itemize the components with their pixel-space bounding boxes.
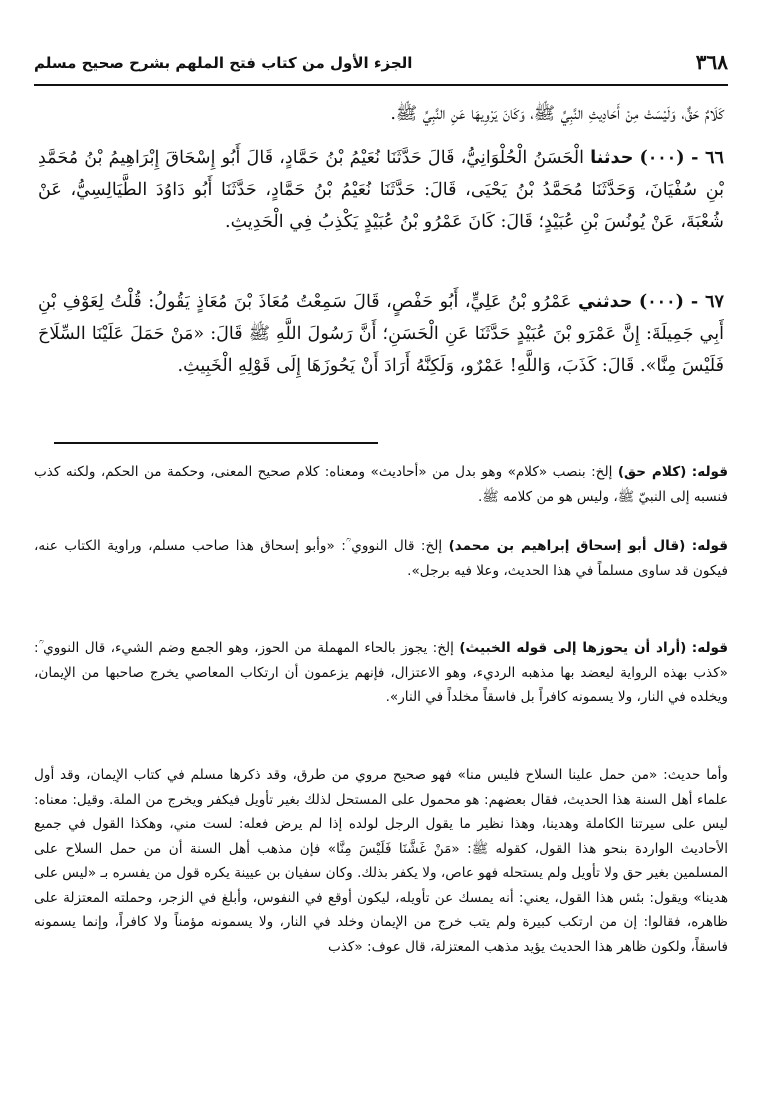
page-header — [34, 48, 728, 86]
hadith-text: عَمْرُو بْنُ عَلِيٍّ، أَبُو حَفْصٍ، قَالَ سَمِعْتُ مُعَاذَ بْنَ مُعَاذٍ يَقُولُ: قُلْتُ لِعَوْفِ بْنِ أَبِي جَمِيلَةَ: إِنَّ عَمْرَو بْنَ عُبَيْدٍ حَدَّثَنَا عَنِ الْحَسَنِ؛ أَنَّ رَسُولَ اللَّهِ ﷺ قَالَ: «مَنْ حَمَلَ عَلَيْنَا السِّلَاحَ فَلَيْسَ مِنَّا». قَالَ: كَذَبَ، وَاللَّهِ! عَمْرٌو، وَلَكِنَّهُ أَرَادَ أَنْ يَحُوزَهَا إِلَى قَوْلِهِ الْخَبِيثِ. — [38, 292, 724, 376]
page-number: ٣٦٨ — [695, 50, 728, 74]
hadith-intro — [38, 98, 724, 130]
hadith-66 — [38, 142, 724, 238]
commentary-text: وأما حديث: «من حمل علينا السلاح فليس منا» فهو صحيح مروي من طرق، وقد ذكرها مسلم في كتاب الإيمان، وقد أول علماء أهل السنة هذا الحديث، فقال بعضهم: هو محمول على المستحل لذلك بغير تأويل فيكفر ويخرج من الملة. وقيل: معناه: ليس على سيرتنا الكاملة وهدينا، وهذا نظير ما يقول الرجل لولده إذا لم يرض فعله: لست مني، وهكذا القول في جميع الأحاديث الواردة بنحو هذا القول، كقوله ﷺ: «مَنْ غَشَّنَا فَلَيْسَ مِنَّا» فإن مذهب أهل السنة أن من حمل السلاح على المسلمين بغير حق ولا تأويل ولم يستحله فهو عاص، ولا يكفر بذلك. وكان سفيان بن عيينة يكره قول من يفسره بـ «ليس على هدينا» ويقول: بئس هذا القول، يعني: أنه يمسك عن تأويله، ليكون أوقع في النفوس، وأبلغ في الزجر، وحملته المعتزلة على ظاهره، فقالوا: إن من ارتكب كبيرة ولم يتب خرج من الإيمان وخلد في النار، ولا يسمونه مؤمناً ولا كافراً، وإنما يسمونه فاسقاً، ولكون ظاهر هذا الحديث يؤيد مذهب المعتزلة، قال عوف: «كذب — [34, 767, 728, 955]
hadith-text: الْحَسَنُ الْحُلْوَانِيُّ، قَالَ حَدَّثَنَا نُعَيْمُ بْنُ حَمَّادٍ، قَالَ أَبُو إِسْحَاقَ إِبْرَاهِيمُ بْنُ مُحَمَّدِ بْنِ سُفْيَانَ، وَحَدَّثَنَا مُحَمَّدُ بْنُ يَحْيَى، قَالَ: حَدَّثَنَا نُعَيْمُ بْنُ حَمَّادٍ، حَدَّثَنَا أَبُو دَاوُدَ الطَّيَالِسِيُّ، عَنْ شُعْبَةَ، عَنْ يُونُسَ بْنِ عُبَيْدٍ؛ قَالَ: كَانَ عَمْرُو بْنُ عُبَيْدٍ يَكْذِبُ فِي الْحَدِيثِ. — [38, 148, 724, 232]
commentary-lead: قوله: — [691, 538, 728, 554]
commentary-lead: قوله: — [691, 464, 728, 480]
commentary-text: إلخ: يجوز بالحاء المهملة من الحوز، وهو الجمع وضم الشيء، قال النووي ؒ: «كذب بهذه الرواية ليعضد بها مذهبه الرديء، وهو الاعتزال، فإنهم يزعمون أن ارتكاب المعاصي يخرج صاحبها من الإيمان، ويخلده في النار، ولا يسمونه كافراً بل فاسقاً مخلداً في النار». — [34, 640, 728, 705]
commentary-quote: (أراد أن يحوزها إلى قوله الخبيث) — [459, 640, 687, 656]
commentary-text: إلخ: قال النووي ؒ: «وأبو إسحاق هذا صاحب مسلم، وراوية الكتاب عنه، فيكون قد ساوى مسلماً في هذا الحديث، وعلا فيه برجل». — [34, 538, 728, 579]
commentary-text: إلخ: بنصب «كلام» وهو بدل من «أحاديث» ومعناه: كلام صحيح المعنى، وحكمة من الحكم، ولكنه كذب فنسبه إلى النبيّ ﷺ، وليس هو من كلامه ﷺ. — [34, 464, 728, 505]
commentary-quote: (كلام حق) — [617, 464, 687, 480]
commentary-lead: قوله: — [691, 640, 728, 656]
hadith-number: ٦٦ - (٠٠٠) — [639, 147, 724, 168]
commentary-quote: (قال أبو إسحاق إبراهيم بن محمد) — [448, 538, 686, 554]
commentary-note-2 — [34, 534, 728, 583]
commentary-note-4 — [34, 763, 728, 959]
hadith-number: ٦٧ - (٠٠٠) — [638, 291, 725, 312]
footnote-divider — [54, 442, 378, 444]
book-title: الجزء الأول من كتاب فتح الملهم بشرح صحيح مسلم — [34, 54, 413, 72]
hadith-isnad-lead: حدثني — [578, 292, 633, 312]
commentary-note-1 — [34, 460, 728, 509]
hadith-intro-text: كَلَامٌ حَقٌّ، وَلَيْسَتْ مِنْ أَحَادِيثِ النَّبِيِّ ﷺ، وَكَانَ يَرْوِيهَا عَنِ النَّبِيِّ ﷺ. — [390, 104, 724, 124]
hadith-isnad-lead: حدثنا — [590, 148, 634, 168]
commentary-note-3 — [34, 636, 728, 710]
hadith-67 — [38, 286, 724, 382]
